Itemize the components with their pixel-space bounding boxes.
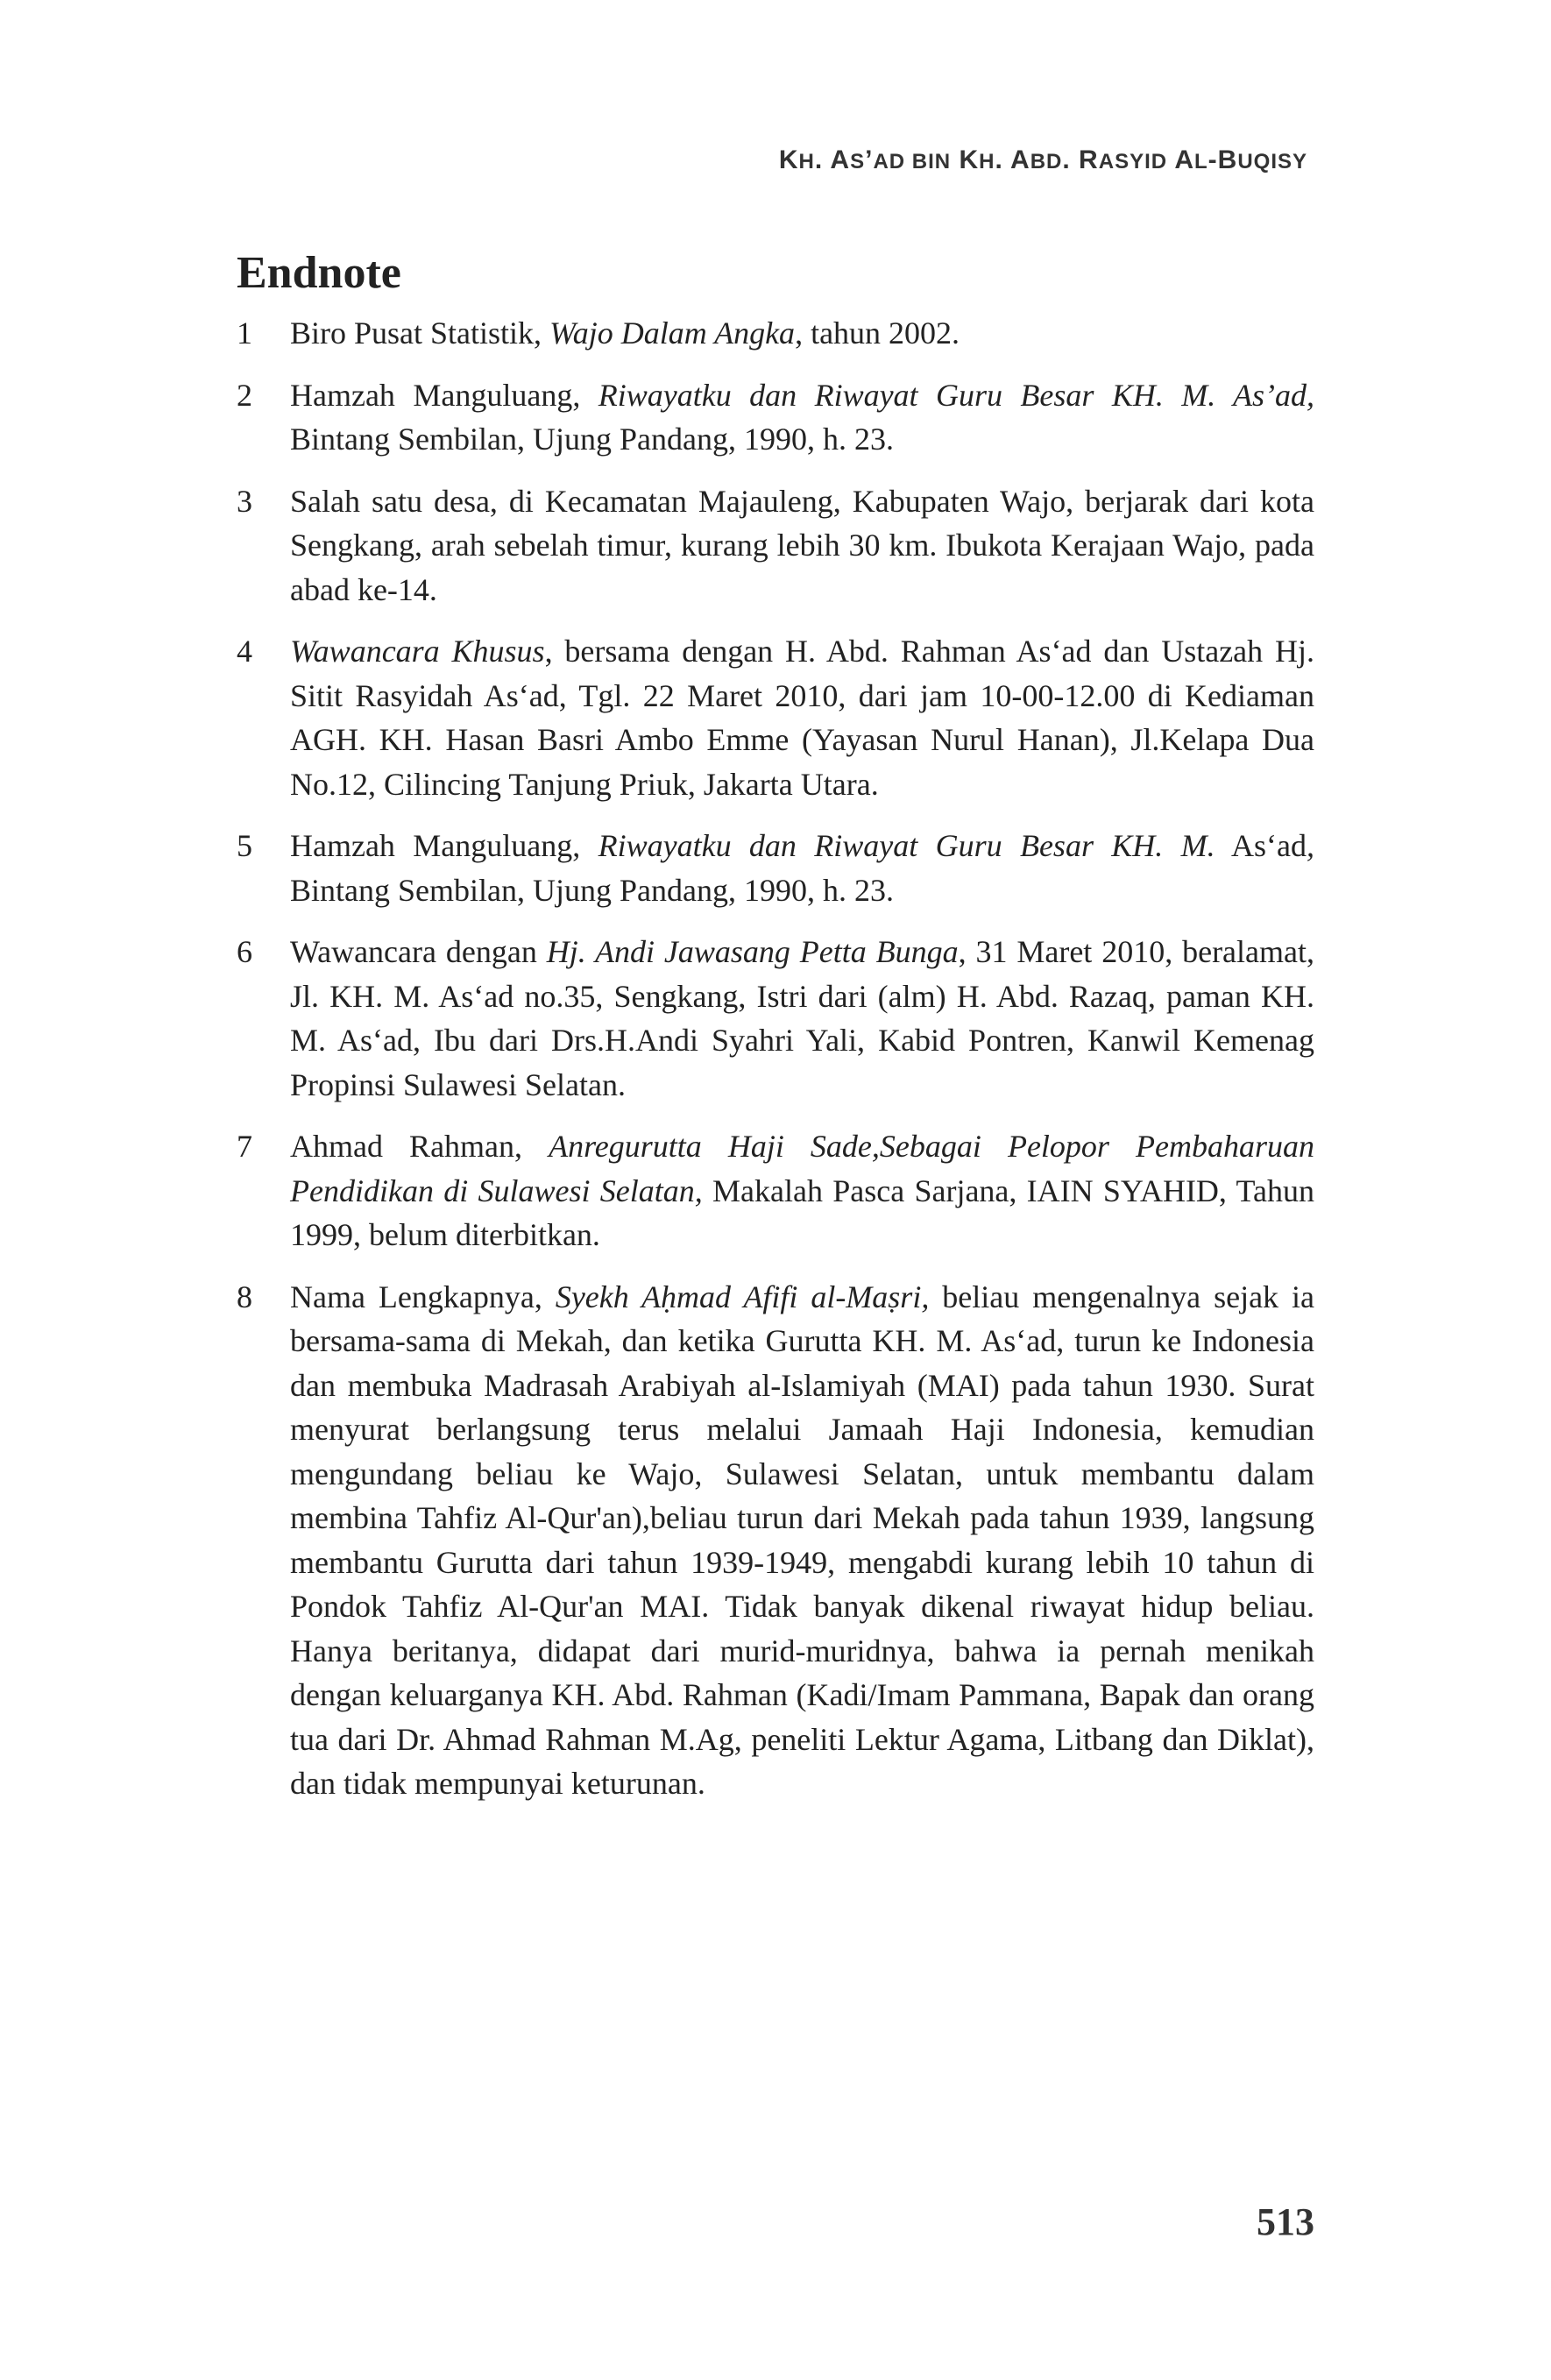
endnote-number: 6 [237, 934, 252, 969]
endnote-text-segment: Ahmad Rahman, [290, 1129, 549, 1164]
endnote-text [290, 373, 1314, 462]
endnote-text [290, 1124, 1314, 1257]
endnote-italic-segment: Riwayatku dan Riwayat Guru Besar KH. M. [598, 828, 1215, 863]
endnote-text-segment: Wawancara dengan [290, 934, 547, 969]
endnote-item [237, 629, 1314, 806]
endnote-item [237, 479, 1314, 613]
endnote-item [237, 930, 1314, 1107]
endnote-text-segment: , tahun 2002. [795, 315, 960, 351]
endnote-text-segment: beliau mengenalnya sejak ia bersama-sama di Mekah, dan ketika Gurutta KH. M. As‘ad, turun ke Indonesia dan membuka Madrasah Arabiyah al-Islamiyah (MAI) pada tahun 1930. Surat menyurat berlangsung terus melalui Jamaah Haji Indonesia, kemudian mengundang beliau ke Wajo, Sulawesi Selatan, untuk membantu dalam membina Tahfiz Al-Qur'an),beliau turun dari Mekah pada tahun 1939, langsung membantu Gurutta dari tahun 1939-1949, mengabdi kurang lebih 10 tahun di Pondok Tahfiz Al-Qur'an MAI. Tidak banyak dikenal riwayat hidup beliau. Hanya beritanya, didapat dari murid-muridnya, bahwa ia pernah menikah dengan keluarganya KH. Abd. Rahman (Kadi/Imam Pammana, Bapak dan orang tua dari Dr. Ahmad Rahman M.Ag, peneliti Lektur Agama, Litbang dan Diklat), dan tidak mempunyai keturunan. [290, 1279, 1315, 1801]
section-title: Endnote [237, 248, 401, 298]
endnote-italic-segment: Anregurutta Haji Sade,Sebagai Pelopor Pembaharuan Pendidikan di Sulawesi Selatan, [290, 1129, 1314, 1208]
endnote-text-segment: , bersama dengan H. Abd. Rahman As‘ad dan Ustazah Hj. Sitit Rasyidah As‘ad, Tgl. 22 Maret 2010, dari jam 10-00-12.00 di Kediaman AGH. KH. Hasan Basri Ambo Emme (Yayasan Nurul Hanan), Jl.Kelapa Dua No.12, Cilincing Tanjung Priuk, Jakarta Utara. [290, 634, 1314, 802]
endnote-item [237, 1124, 1314, 1257]
endnote-text [290, 824, 1314, 912]
endnote-list [237, 311, 1314, 1824]
page-number: 513 [1257, 2200, 1314, 2243]
endnote-italic-segment: Hj. Andi Jawasang Petta Bunga [546, 934, 959, 969]
endnote-text-segment: , 31 Maret 2010, beralamat, Jl. KH. M. As‘ad no.35, Sengkang, Istri dari (alm) H. Abd. Razaq, paman KH. M. As‘ad, Ibu dari Drs.H.Andi Syahri Yali, Kabid Pontren, Kanwil Kemenag Propinsi Sulawesi Selatan. [290, 934, 1314, 1102]
endnote-italic-segment: Riwayatku dan Riwayat Guru Besar KH. M. As’ad, [598, 377, 1315, 413]
endnote-item [237, 1275, 1314, 1806]
running-head: KH. AS’AD BIN KH. ABD. RASYID AL-BUQISY [778, 145, 1307, 174]
endnote-item [237, 824, 1314, 912]
endnote-number: 4 [237, 634, 252, 669]
endnote-text [290, 311, 1314, 356]
endnote-text-segment: As‘ad [1215, 828, 1307, 863]
endnote-number: 5 [237, 828, 252, 863]
endnote-italic-segment: Syekh Aḥmad Afifi al-Maṣri, [555, 1279, 930, 1314]
endnote-text-segment: Salah satu desa, di Kecamatan Majauleng, Kabupaten Wajo, berjarak dari kota Sengkang, arah sebelah timur, kurang lebih 30 km. Ibukota Kerajaan Wajo, pada abad ke-14. [290, 483, 1314, 607]
endnote-italic-segment: , [1307, 828, 1314, 863]
endnote-text [290, 930, 1314, 1107]
endnote-item [237, 373, 1314, 462]
endnote-item [237, 311, 1314, 356]
endnote-text-segment: Biro Pusat Statistik, [290, 315, 550, 351]
endnote-text-segment: Bintang Sembilan, Ujung Pandang, 1990, h. 23. [290, 872, 894, 908]
endnote-text-segment: Nama Lengkapnya, [290, 1279, 556, 1314]
endnote-text [290, 629, 1314, 806]
endnote-italic-segment: Wajo Dalam Angka [549, 315, 796, 351]
endnote-italic-segment: Wawancara Khusus [290, 634, 545, 669]
endnote-number: 7 [237, 1129, 252, 1164]
endnote-number: 8 [237, 1279, 252, 1314]
endnote-number: 1 [237, 315, 252, 351]
endnote-text-segment: Hamzah Manguluang, [290, 377, 598, 413]
endnote-text [290, 1275, 1314, 1806]
endnote-text-segment: Bintang Sembilan, Ujung Pandang, 1990, h. 23. [290, 421, 894, 457]
endnote-number: 2 [237, 377, 252, 413]
endnote-text-segment: Makalah Pasca Sarjana, IAIN SYAHID, Tahun 1999, belum diterbitkan. [290, 1172, 1314, 1252]
endnote-text [290, 479, 1314, 613]
endnote-text-segment: Hamzah Manguluang, [290, 828, 598, 863]
endnote-number: 3 [237, 483, 252, 519]
